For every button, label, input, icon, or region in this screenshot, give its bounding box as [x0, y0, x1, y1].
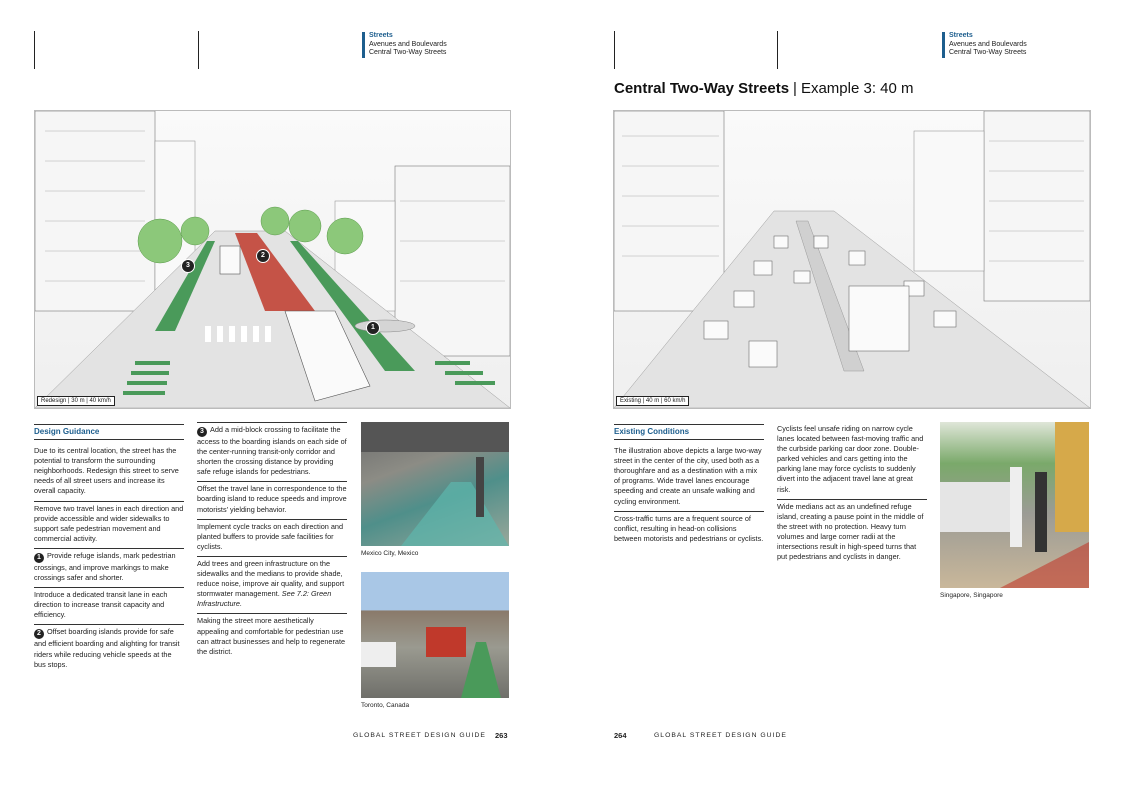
breadcrumb-section: Streets — [949, 32, 973, 39]
photo-toronto — [361, 572, 509, 698]
guidance-paragraph — [34, 548, 184, 587]
breadcrumb-subsection: Avenues and Boulevards — [369, 40, 447, 48]
number-badge: 3 — [197, 427, 207, 437]
number-badge: 1 — [34, 553, 44, 563]
redesign-illustration — [34, 110, 511, 409]
breadcrumb-topic: Central Two-Way Streets — [369, 49, 447, 56]
photo-caption: Toronto, Canada — [361, 702, 410, 709]
conditions-paragraph: Wide medians act as an undefined refuge island, creating a pause point in the middle of the street with no protection. Heavy turn volumes and large corner radii at the intersections result in high-speed turns that put pedestrians and cyclists in danger. — [777, 499, 927, 567]
design-guidance-column-2 — [197, 422, 347, 661]
page-number: 263 — [495, 731, 508, 740]
existing-conditions-column-2 — [777, 422, 927, 566]
footer-title: GLOBAL STREET DESIGN GUIDE — [654, 732, 787, 739]
guidance-paragraph — [197, 422, 347, 481]
breadcrumb-topic: Central Two-Way Streets — [949, 49, 1027, 56]
existing-illustration — [613, 110, 1091, 409]
guidance-paragraph — [34, 624, 184, 673]
conditions-paragraph: Cross-traffic turns are a frequent source of conflict, resulting in head-on collisions between motorists and pedestrians or cyclists. — [614, 511, 764, 548]
guidance-paragraph: Due to its central location, the street has the potential to transform the surrounding neighborhoods. Redesign this street to serve needs of all street users and increase its overall capacity. — [34, 446, 179, 496]
photo-singapore — [940, 422, 1089, 588]
left-page — [0, 0, 561, 794]
number-badge: 2 — [34, 629, 44, 639]
breadcrumb-section: Streets — [369, 32, 393, 39]
breadcrumb — [362, 32, 447, 58]
callout-2: 2 — [256, 249, 270, 263]
guidance-text: Add a mid-block crossing to facilitate the access to the boarding islands on each side of the center-running transit-only corridor and shorten the crossing distance by providing safe refuge islands for pedestrians. — [197, 425, 347, 477]
photo-caption: Mexico City, Mexico — [361, 550, 419, 557]
design-guidance-heading: Design Guidance — [34, 424, 184, 440]
guidance-paragraph: Introduce a dedicated transit lane in each direction to increase transit capacity and efficiency. — [34, 587, 184, 624]
guidance-paragraph: Implement cycle tracks on each direction and planted buffers to provide safe facilities for cyclists. — [197, 519, 347, 556]
photo-mexico-city — [361, 422, 509, 546]
callout-3: 3 — [181, 259, 195, 273]
guidance-text: Offset boarding islands provide for safe and efficient boarding and alighting for transit riders while reducing vehicle speeds at the bus stops. — [34, 627, 180, 669]
conditions-paragraph: The illustration above depicts a large two-way street in the center of the city, used both as a thoroughfare and as a destination with a mix of programs. Wide travel lanes encourage speeding and create an unsafe walking and cycling environment. — [614, 446, 762, 506]
guidance-paragraph: Offset the travel lane in correspondence to the boarding island to reduce speeds and improve motorists' yielding behavior. — [197, 481, 347, 518]
footer-title: GLOBAL STREET DESIGN GUIDE — [353, 732, 486, 739]
photo-caption: Singapore, Singapore — [940, 592, 1003, 599]
title-example: Example 3: 40 m — [800, 80, 914, 97]
conditions-paragraph: Cyclists feel unsafe riding on narrow cycle lanes located between fast-moving traffic and the curbside parking car door zone. Double-parked vehicles and cars getting into the parking lane may force cyclists to suddenly divert into the adjacent travel lane at great risk. — [777, 424, 924, 494]
breadcrumb — [942, 32, 1027, 58]
existing-conditions-column — [614, 424, 764, 548]
breadcrumb-subsection: Avenues and Boulevards — [949, 40, 1027, 48]
guidance-text: Add trees and green infrastructure on the sidewalks and the medians to provide shade, reduce noise, improve air quality, and support stormwater management. — [197, 558, 345, 599]
right-page — [562, 0, 1123, 794]
guidance-paragraph: Remove two travel lanes in each direction and provide accessible and wider sidewalks to support safe pedestrian movement and commercial activity. — [34, 501, 184, 548]
header-rule — [777, 31, 778, 69]
design-guidance-column — [34, 424, 184, 674]
cross-reference: See 7.2: Green Infrastructure. — [197, 589, 332, 609]
guidance-paragraph: Making the street more aesthetically appealing and comfortable for pedestrian use can attract businesses and help to regenerate the district. — [197, 613, 347, 660]
title-bold: Central Two-Way Streets — [614, 80, 790, 97]
page-title — [614, 80, 914, 97]
guidance-text: Provide refuge islands, mark pedestrian crossings, and improve markings to make crossings safer and shorter. — [34, 550, 176, 583]
header-rule — [198, 31, 199, 69]
illustration-badge: Redesign | 30 m | 40 km/h — [37, 396, 115, 406]
page-number: 264 — [614, 731, 627, 740]
guidance-paragraph — [197, 556, 347, 613]
header-rule — [34, 31, 35, 69]
callout-1: 1 — [366, 321, 380, 335]
illustration-badge: Existing | 40 m | 60 km/h — [616, 396, 689, 406]
existing-conditions-heading: Existing Conditions — [614, 424, 764, 440]
title-separator: | — [793, 80, 797, 97]
header-rule — [614, 31, 615, 69]
